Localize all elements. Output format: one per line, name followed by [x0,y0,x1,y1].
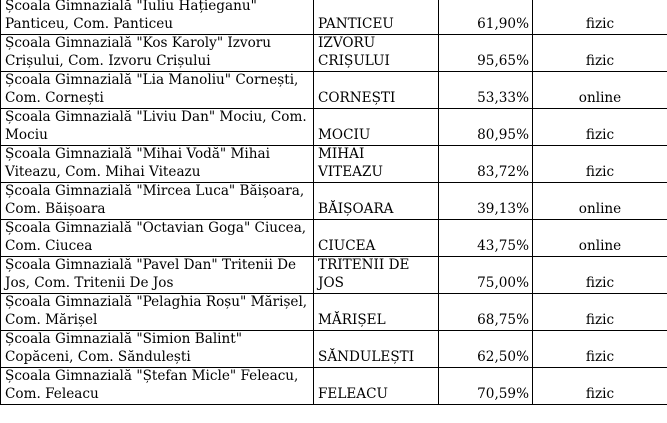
table-row [1,220,667,257]
table-row [1,257,667,294]
locality-cell [314,72,439,109]
table-row [1,72,667,109]
school-name-cell [1,257,314,294]
locality-line: MĂRIȘEL [318,311,386,328]
school-name-line: Viteazu, Com. Mihai Viteazu [5,163,201,180]
locality-line: IZVORU [318,35,376,51]
percent-cell: 80,95% [439,109,533,146]
locality-cell [314,331,439,368]
locality-line: FELEACU [318,385,388,402]
school-name-line: Școala Gimnazială "Mircea Luca" Băișoara, [5,183,305,199]
locality-line: CRIȘULUI [318,52,390,69]
mode-cell: fizic [533,109,667,146]
percent-cell: 39,13% [439,183,533,220]
locality-line: CORNEȘTI [318,89,396,106]
school-name-cell [1,109,314,146]
table-row [1,109,667,146]
mode-cell: fizic [533,0,667,35]
school-name-line: Școala Gimnazială "Ștefan Micle" Feleacu, [5,368,299,384]
school-name-line: Școala Gimnazială "Mihai Vodă" Mihai [5,146,270,162]
table-row [1,0,667,35]
school-name-line: Școala Gimnazială "Kos Karoly" Izvoru [5,35,272,51]
school-name-line: Școala Gimnazială "Liviu Dan" Mociu, Com. [5,109,307,125]
percent-cell: 62,50% [439,331,533,368]
percent-cell: 70,59% [439,368,533,405]
locality-cell [314,146,439,183]
percent-cell: 95,65% [439,35,533,72]
locality-line: CIUCEA [318,237,376,254]
locality-cell [314,368,439,405]
locality-line: BĂIȘOARA [318,200,394,217]
table-row [1,294,667,331]
mode-cell: fizic [533,294,667,331]
school-name-cell [1,146,314,183]
locality-cell [314,294,439,331]
mode-cell: fizic [533,331,667,368]
school-name-cell [1,0,314,35]
locality-line: MIHAI [318,146,365,162]
school-name-line: Com. Feleacu [5,385,99,402]
school-name-line: Școala Gimnazială "Lia Manoliu" Cornești, [5,72,299,88]
locality-line: MOCIU [318,126,371,143]
mode-cell: fizic [533,368,667,405]
locality-cell [314,220,439,257]
school-name-cell [1,220,314,257]
school-name-cell [1,72,314,109]
locality-cell [314,35,439,72]
school-name-cell [1,183,314,220]
school-name-line: Școala Gimnazială "Pelaghia Roșu" Mărișel, [5,294,308,310]
mode-cell: online [533,183,667,220]
school-name-cell [1,294,314,331]
locality-cell [314,257,439,294]
table-row [1,146,667,183]
percent-cell: 61,90% [439,0,533,35]
mode-cell: fizic [533,35,667,72]
school-name-line: Școala Gimnazială "Simion Balint" [5,331,243,347]
school-name-line: Școala Gimnazială "Pavel Dan" Tritenii De [5,257,297,273]
school-name-cell [1,368,314,405]
school-name-line: Com. Ciucea [5,237,93,254]
locality-line: JOS [318,274,344,291]
table-row [1,183,667,220]
school-name-cell [1,35,314,72]
locality-cell [314,183,439,220]
locality-line: TRITENII DE [318,257,410,273]
school-name-line: Mociu [5,126,48,143]
table-row [1,331,667,368]
percent-cell: 68,75% [439,294,533,331]
school-name-line: Jos, Com. Tritenii De Jos [5,274,174,291]
mode-cell: fizic [533,146,667,183]
table-row [1,368,667,405]
school-name-line: Școala Gimnazială "Iuliu Hațieganu" [5,0,257,14]
percent-cell: 43,75% [439,220,533,257]
table-row [1,35,667,72]
locality-line: PANTICEU [318,15,394,32]
school-name-line: Școala Gimnazială "Octavian Goga" Ciucea, [5,220,307,236]
mode-cell: online [533,220,667,257]
locality-cell [314,109,439,146]
locality-line: SĂNDULEȘTI [318,348,415,365]
locality-cell [314,0,439,35]
school-name-line: Crișului, Com. Izvoru Crișului [5,52,211,69]
mode-cell: online [533,72,667,109]
percent-cell: 75,00% [439,257,533,294]
percent-cell: 83,72% [439,146,533,183]
percent-cell: 53,33% [439,72,533,109]
school-name-line: Com. Cornești [5,89,104,106]
school-table-body [1,0,667,405]
mode-cell: fizic [533,257,667,294]
school-name-line: Com. Băișoara [5,200,106,217]
school-name-line: Copăceni, Com. Săndulești [5,348,191,365]
school-name-cell [1,331,314,368]
locality-line: VITEAZU [318,163,383,180]
school-name-line: Com. Mărișel [5,311,98,328]
school-name-line: Panticeu, Com. Panticeu [5,15,173,32]
